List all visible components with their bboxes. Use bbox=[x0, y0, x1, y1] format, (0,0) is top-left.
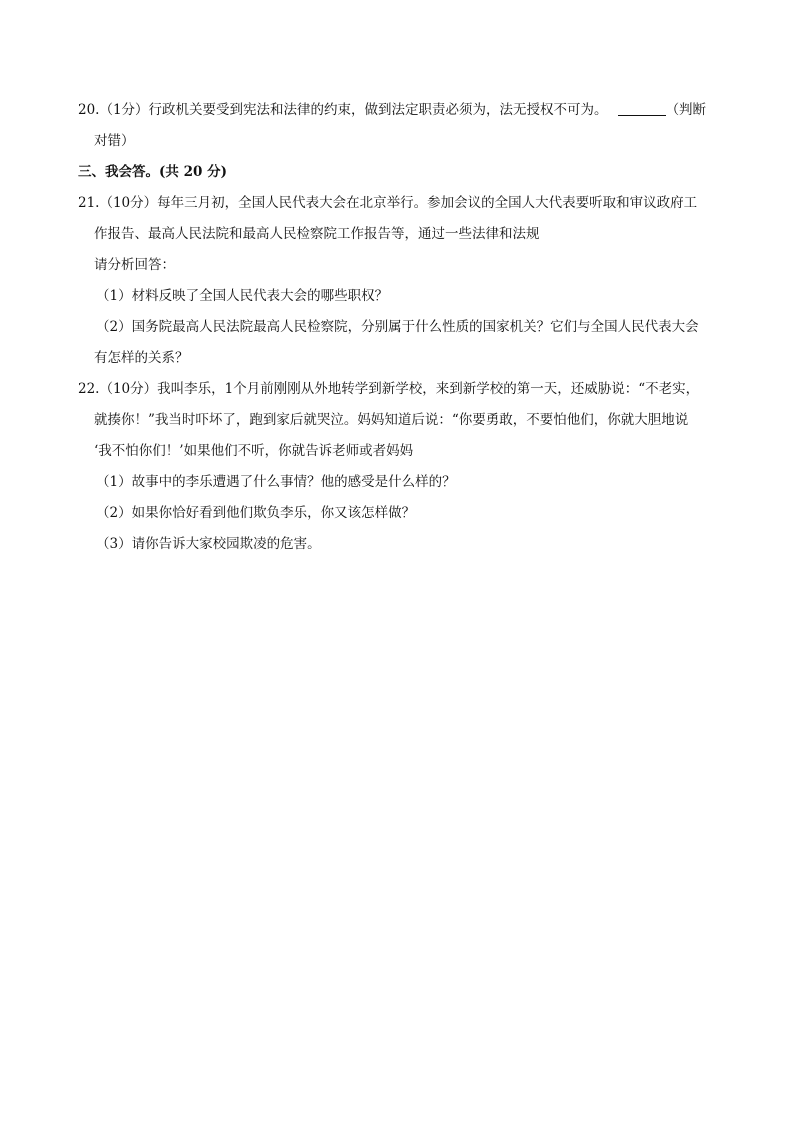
question-22-sub-2: （2）如果你恰好看到他们欺负李乐，你又该怎样做？ bbox=[96, 505, 416, 521]
question-22-line-3: ‘我不怕你们！’如果他们不听，你就告诉老师或者妈妈 bbox=[94, 443, 414, 459]
answer-blank[interactable] bbox=[618, 101, 666, 116]
question-22-sub-1: （1）故事中的李乐遭遇了什么事情？他的感受是什么样的？ bbox=[96, 474, 456, 490]
question-22-sub-3: （3）请你告诉大家校园欺凌的危害。 bbox=[96, 536, 321, 552]
question-22-line-2: 就揍你！”我当时吓坏了，跑到家后就哭泣。妈妈知道后说：“你要勇敢，不要怕他们，你就大胆地说 bbox=[94, 412, 689, 428]
question-21-line-2: 作报告、最高人民法院和最高人民检察院工作报告等，通过一些法律和法规 bbox=[94, 226, 540, 242]
question-21-sub-2-line-1: （2）国务院最高人民法院最高人民检察院，分别属于什么性质的国家机关？它们与全国人民代表大会 bbox=[96, 319, 699, 335]
question-20-text: 20.（1分）行政机关要受到宪法和法律的约束，做到法定职责必须为，法无授权不可为。 bbox=[78, 102, 608, 118]
page-content bbox=[78, 95, 718, 560]
question-21-sub-2-line-2: 有怎样的关系？ bbox=[94, 350, 189, 366]
question-20-line-2: 对错） bbox=[94, 133, 135, 149]
question-21-sub-1: （1）材料反映了全国人民代表大会的哪些职权？ bbox=[96, 288, 389, 304]
question-21-prompt: 请分析回答： bbox=[94, 257, 175, 273]
question-20-suffix: （判断 bbox=[665, 102, 707, 118]
question-20-line-1 bbox=[78, 95, 718, 126]
section-3-title: 三、我会答。(共 20 分) bbox=[78, 164, 227, 180]
question-21-line-1: 21.（10分）每年三月初，全国人民代表大会在北京举行。参加会议的全国人大代表要听取和审议政府工 bbox=[78, 195, 698, 211]
question-22-line-1: 22.（10分）我叫李乐，1个月前刚刚从外地转学到新学校，来到新学校的第一天，还威胁说：“不老实， bbox=[78, 381, 700, 397]
